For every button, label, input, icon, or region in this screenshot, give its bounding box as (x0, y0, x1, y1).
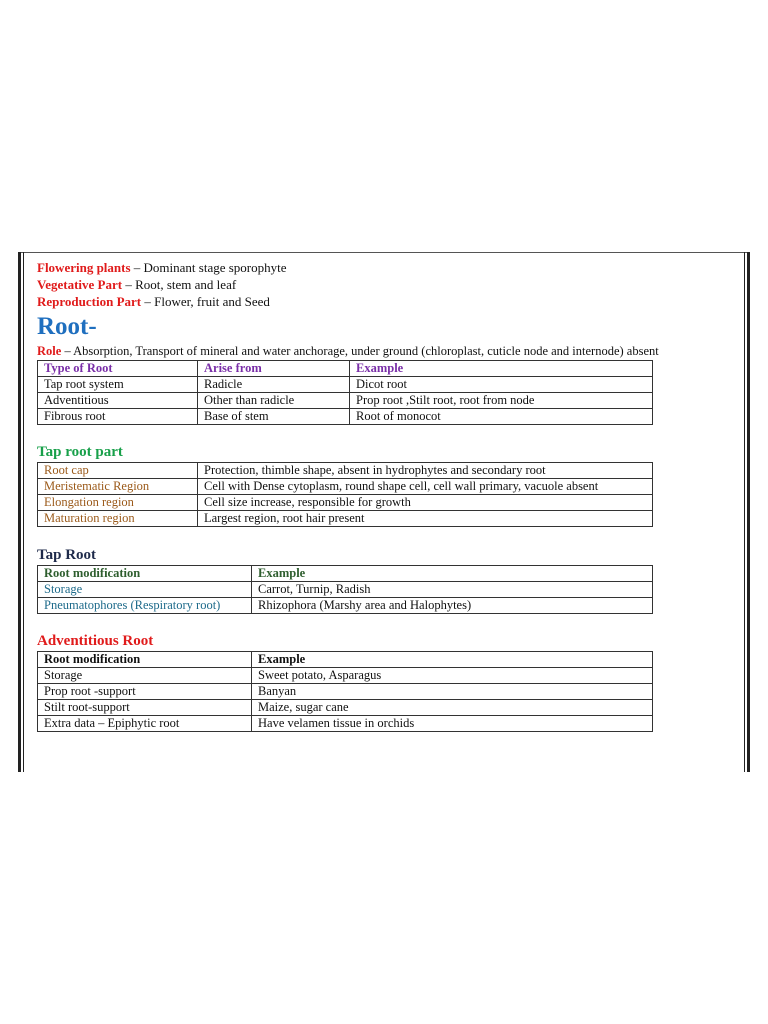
table-row (38, 463, 653, 479)
tap-root-part-table (37, 462, 653, 527)
table-cell: Radicle (198, 377, 350, 393)
table-cell: Storage (38, 668, 252, 684)
table-cell: Root of monocot (350, 409, 653, 425)
table-cell: Maturation region (38, 511, 198, 527)
intro-text: – Flower, fruit and Seed (141, 294, 270, 309)
table-row (38, 377, 653, 393)
table-cell: Have velamen tissue in orchids (252, 716, 653, 732)
table-row (38, 598, 653, 614)
root-heading: Root- (37, 313, 97, 340)
column-header: Arise from (198, 361, 350, 377)
table-row (38, 495, 653, 511)
role-text: – Absorption, Transport of mineral and water anchorage, under ground (chloroplast, cuticle node and internode) absent (61, 344, 659, 358)
adventitious-root-table (37, 651, 653, 732)
role-label: Role (37, 344, 62, 358)
frame-top-border (18, 252, 750, 253)
table-row (38, 716, 653, 732)
table-cell: Root cap (38, 463, 198, 479)
table-row (38, 511, 653, 527)
table-cell: Adventitious (38, 393, 198, 409)
table-cell: Prop root -support (38, 684, 252, 700)
intro-text: – Root, stem and leaf (122, 277, 237, 292)
table-header-row (38, 566, 653, 582)
table-cell: Meristematic Region (38, 479, 198, 495)
table-cell: Pneumatophores (Respiratory root) (38, 598, 252, 614)
table-cell: Other than radicle (198, 393, 350, 409)
intro-line-flowering (37, 259, 737, 276)
intro-label: Reproduction Part (37, 294, 142, 309)
adventitious-root-heading: Adventitious Root (37, 633, 154, 649)
tap-root-part-heading: Tap root part (37, 444, 123, 460)
intro-label: Vegetative Part (37, 277, 123, 292)
table-cell: Largest region, root hair present (198, 511, 653, 527)
document-content (37, 259, 737, 732)
table-row (38, 393, 653, 409)
table-cell: Rhizophora (Marshy area and Halophytes) (252, 598, 653, 614)
column-header: Example (350, 361, 653, 377)
table-row (38, 700, 653, 716)
tap-root-table (37, 565, 653, 614)
table-cell: Banyan (252, 684, 653, 700)
frame-right-border (744, 252, 750, 772)
table-header-row (38, 652, 653, 668)
table-cell: Tap root system (38, 377, 198, 393)
root-types-table (37, 360, 653, 425)
table-header-row (38, 361, 653, 377)
column-header: Type of Root (38, 361, 198, 377)
table-row (38, 684, 653, 700)
table-cell: Fibrous root (38, 409, 198, 425)
intro-line-reproduction (37, 293, 737, 310)
table-cell: Extra data – Epiphytic root (38, 716, 252, 732)
intro-line-vegetative (37, 276, 737, 293)
frame-left-border (18, 252, 24, 772)
column-header: Root modification (38, 566, 252, 582)
table-cell: Cell size increase, responsible for growth (198, 495, 653, 511)
table-cell: Protection, thimble shape, absent in hydrophytes and secondary root (198, 463, 653, 479)
intro-label: Flowering plants (37, 260, 131, 275)
column-header: Example (252, 652, 653, 668)
table-cell: Elongation region (38, 495, 198, 511)
table-cell: Sweet potato, Asparagus (252, 668, 653, 684)
table-cell: Dicot root (350, 377, 653, 393)
column-header: Root modification (38, 652, 252, 668)
table-row (38, 409, 653, 425)
table-cell: Base of stem (198, 409, 350, 425)
table-cell: Cell with Dense cytoplasm, round shape cell, cell wall primary, vacuole absent (198, 479, 653, 495)
intro-text: – Dominant stage sporophyte (130, 260, 287, 275)
table-cell: Stilt root-support (38, 700, 252, 716)
table-cell: Prop root ,Stilt root, root from node (350, 393, 653, 409)
table-row (38, 479, 653, 495)
tap-root-heading: Tap Root (37, 547, 97, 563)
table-row (38, 582, 653, 598)
table-cell: Maize, sugar cane (252, 700, 653, 716)
column-header: Example (252, 566, 653, 582)
table-cell: Storage (38, 582, 252, 598)
table-cell: Carrot, Turnip, Radish (252, 582, 653, 598)
table-row (38, 668, 653, 684)
role-line (37, 343, 737, 359)
